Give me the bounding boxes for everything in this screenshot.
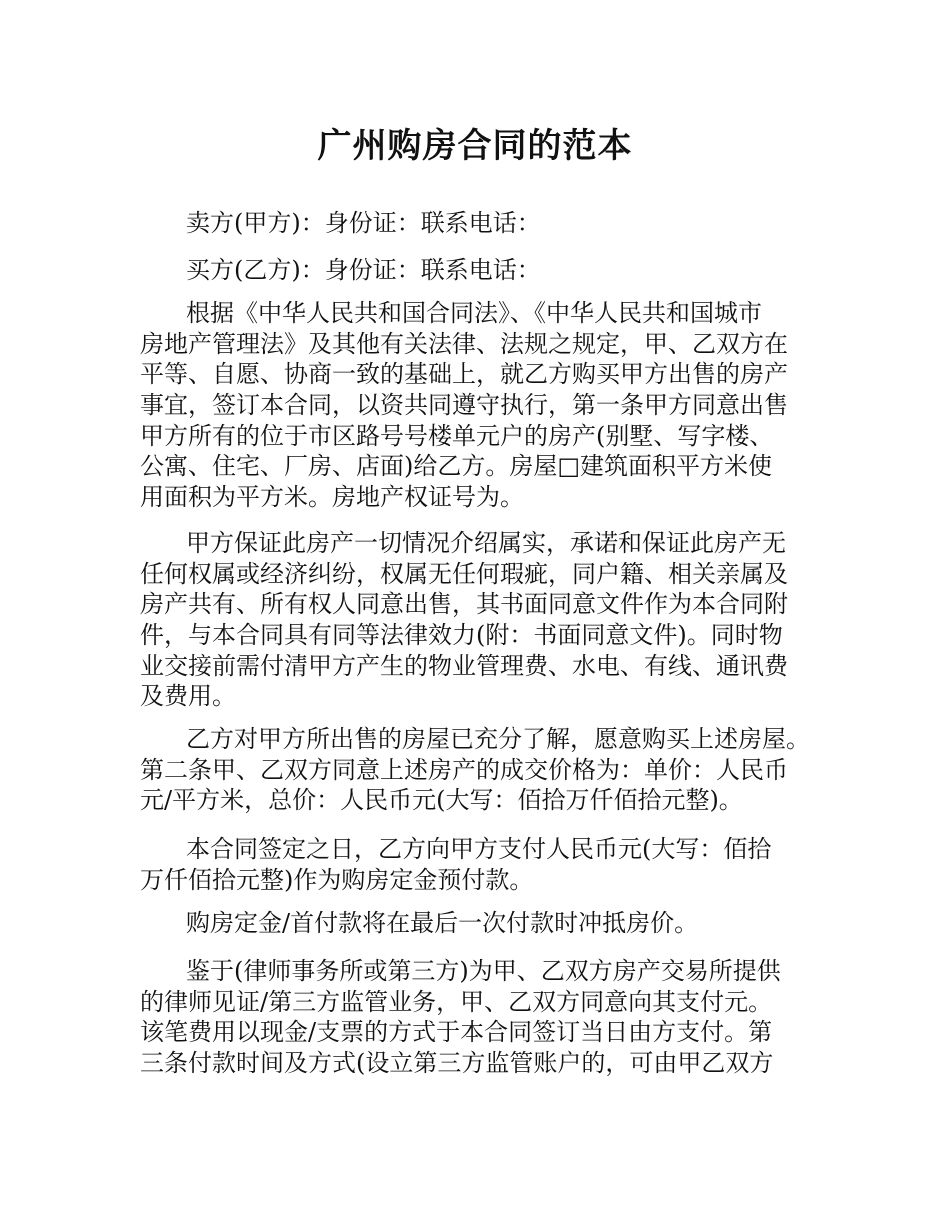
text-line: 乙方对甲方所出售的房屋已充分了解，愿意购买上述房屋。 [186, 725, 810, 753]
text-line: 任何权属或经济纠纷，权属无任何瑕疵，同户籍、相关亲属及 [140, 559, 788, 588]
text-line: 甲方所有的位于市区路号号楼单元户的房产(别墅、写字楼、 [140, 421, 774, 450]
text-line: 购房定金/首付款将在最后一次付款时冲抵房价。 [186, 909, 699, 937]
paragraph [140, 724, 830, 816]
text-line: 元/平方米，总价：人民币元(大写：佰拾万仟佰拾元整)。 [140, 786, 743, 815]
text-line: 房地产管理法》及其他有关法律、法规之规定，甲、乙双方在 [140, 329, 788, 358]
text-line: 房产共有、所有权人同意出售，其书面同意文件作为本合同附 [140, 590, 788, 619]
paragraph [140, 255, 830, 286]
text-line: 根据《中华人民共和国合同法》、《中华人民共和国城市 [186, 299, 762, 327]
paragraph [140, 908, 830, 939]
text-line: 本合同签定之日，乙方向甲方支付人民币元(大写：佰拾 [186, 835, 772, 863]
text-line: 买方(乙方)：身份证：联系电话： [186, 256, 541, 284]
text-line: 第二条甲、乙双方同意上述房产的成交价格为：单价：人民币 [140, 755, 788, 784]
paragraph [140, 208, 830, 239]
text-line: 公寓、住宅、厂房、店面)给乙方。房屋□建筑面积平方米使 [140, 452, 773, 481]
text-line: 该笔费用以现金/支票的方式于本合同签订当日由方支付。第 [140, 1018, 773, 1047]
paragraph [140, 528, 830, 712]
text-line: 件，与本合同具有同等法律效力(附：书面同意文件)。同时物 [140, 621, 783, 650]
text-line: 的律师见证/第三方监管业务，甲、乙双方同意向其支付元。 [140, 987, 773, 1016]
text-line: 用面积为平方米。房地产权证号为。 [140, 483, 524, 512]
text-line: 甲方保证此房产一切情况介绍属实，承诺和保证此房产无 [186, 529, 786, 557]
paragraph [140, 956, 830, 1079]
text-line: 三条付款时间及方式(设立第三方监管账户的，可由甲乙双方 [140, 1049, 774, 1078]
text-line: 鉴于(律师事务所或第三方)为甲、乙双方房产交易所提供 [186, 957, 781, 985]
text-line: 及费用。 [140, 682, 236, 711]
text-line: 万仟佰拾元整)作为购房定金预付款。 [140, 865, 534, 894]
paragraph [140, 298, 830, 513]
document-title: 广州购房合同的范本 [317, 126, 633, 166]
text-line: 平等、自愿、协商一致的基础上，就乙方购买甲方出售的房产 [140, 360, 788, 389]
paragraph [140, 834, 830, 895]
text-line: 业交接前需付清甲方产生的物业管理费、水电、有线、通讯费 [140, 651, 788, 680]
text-line: 事宜，签订本合同，以资共同遵守执行，第一条甲方同意出售 [140, 391, 788, 420]
text-line: 卖方(甲方)：身份证：联系电话： [186, 209, 541, 237]
